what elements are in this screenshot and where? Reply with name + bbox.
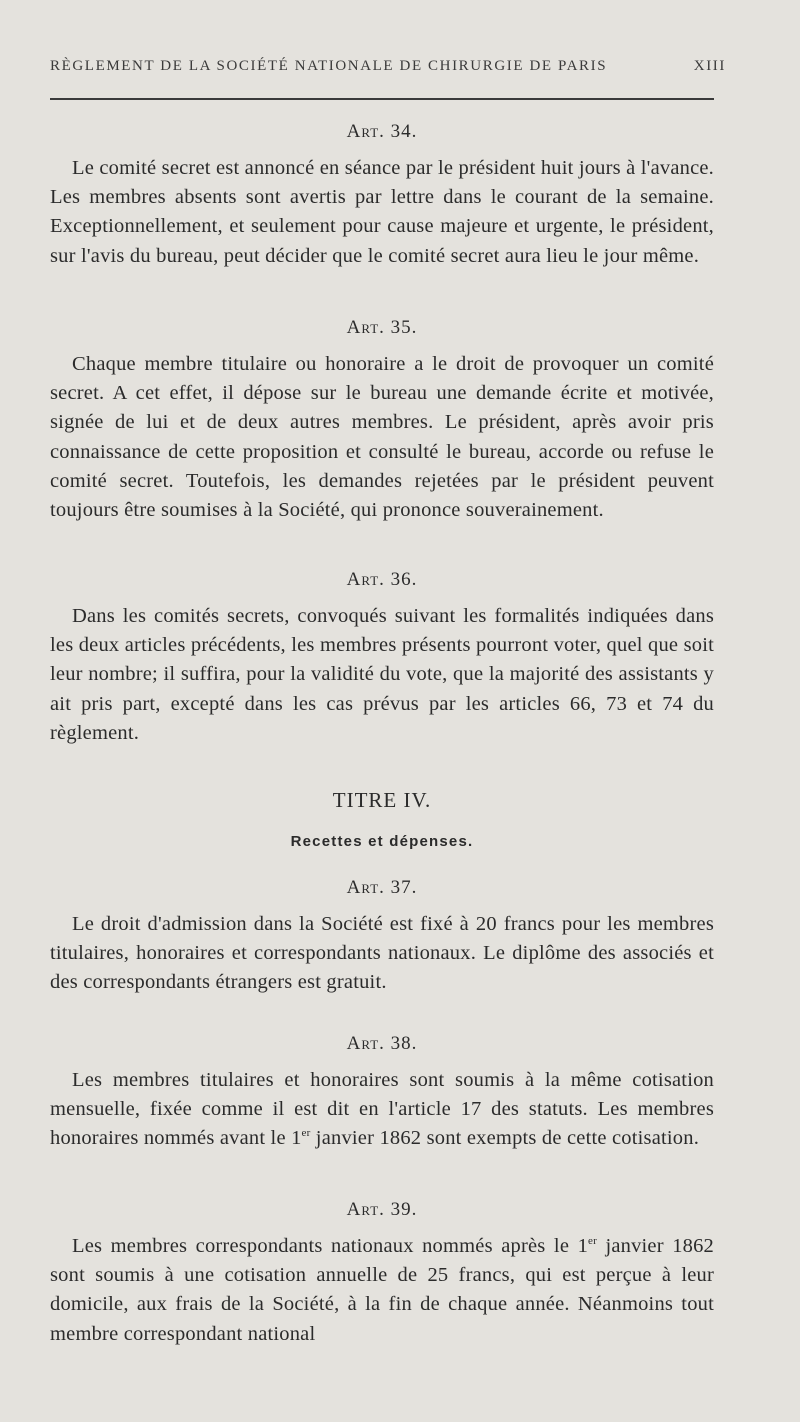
superscript: er: [588, 1235, 597, 1248]
article-heading: Art. 35.: [346, 317, 418, 338]
header-rule: [50, 98, 714, 100]
article-heading: Art. 36.: [346, 569, 418, 590]
article-heading: Art. 38.: [346, 1033, 418, 1054]
titre-heading: TITRE IV.: [332, 788, 432, 812]
article-34: [50, 118, 714, 271]
section-title: [50, 785, 714, 855]
article-39: [50, 1196, 714, 1349]
article-38: [50, 1030, 714, 1154]
superscript: er: [301, 1127, 311, 1140]
article-text: Dans les comités secrets, convoqués suivant les formalités indiquées dans les deux articles précédents, les membres présents pourront voter, quel que soit leur nombre; il suffira, pour la validité du vote, que la majorité des assistants y ait pris part, excepté dans les cas prévus par les articles 66, 73 et 74 du règlement.: [50, 605, 714, 744]
article-37: [50, 874, 714, 998]
article-heading: Art. 39.: [346, 1199, 418, 1220]
article-text-part: janvier 1862 sont soumis à une cotisation annuelle de 25 francs, qui est perçue à leur domicile, aux frais de la Société, à la fin de chaque année. Néanmoins tout membre correspondant national: [50, 1235, 715, 1345]
page-number: XIII: [693, 58, 726, 74]
article-text: Le comité secret est annoncé en séance par le président huit jours à l'avance. Les membres absents sont avertis par lettre dans le courant de la semaine. Exceptionnellement, et seulement pour cause majeure et urgente, le président, sur l'avis du bureau, peut décider que le comité secret aura lieu le jour même.: [50, 157, 714, 267]
article-heading: Art. 37.: [346, 877, 418, 898]
titre-subtitle: Recettes et dépenses.: [290, 833, 474, 850]
article-text-part: Les membres correspondants nationaux nommés après le 1: [72, 1235, 589, 1257]
running-head-title: RÈGLEMENT DE LA SOCIÉTÉ NATIONALE DE CHIRURGIE DE PARIS: [50, 58, 608, 74]
article-text: Le droit d'admission dans la Société est fixé à 20 francs pour les membres titulaires, honoraires et correspondants nationaux. Le diplôme des associés et des correspondants étrangers est gratuit.: [50, 913, 714, 994]
article-text-part: Les membres titulaires et honoraires sont soumis à la même cotisation mensuelle, fixée comme il est dit en l'article 17 des statuts. Les membres honoraires nommés avant le 1: [50, 1069, 714, 1150]
article-text: [50, 1066, 714, 1154]
article-text: [50, 1232, 714, 1349]
article-36: [50, 566, 714, 748]
article-text-part: janvier 1862 sont exempts de cette cotisation.: [310, 1127, 700, 1150]
article-heading: Art. 34.: [346, 121, 418, 142]
article-text: Chaque membre titulaire ou honoraire a le droit de provoquer un comité secret. A cet effet, il dépose sur le bureau une demande écrite et motivée, signée de lui et de deux autres membres. Le président, après avoir pris connaissance de cette proposition et consulté le bureau, accorde ou refuse le comité secret. Toutefois, les demandes rejetées par le président peuvent toujours être soumises à la Société, qui prononce souverainement.: [50, 353, 714, 522]
article-35: [50, 314, 714, 525]
running-head: [50, 58, 726, 75]
